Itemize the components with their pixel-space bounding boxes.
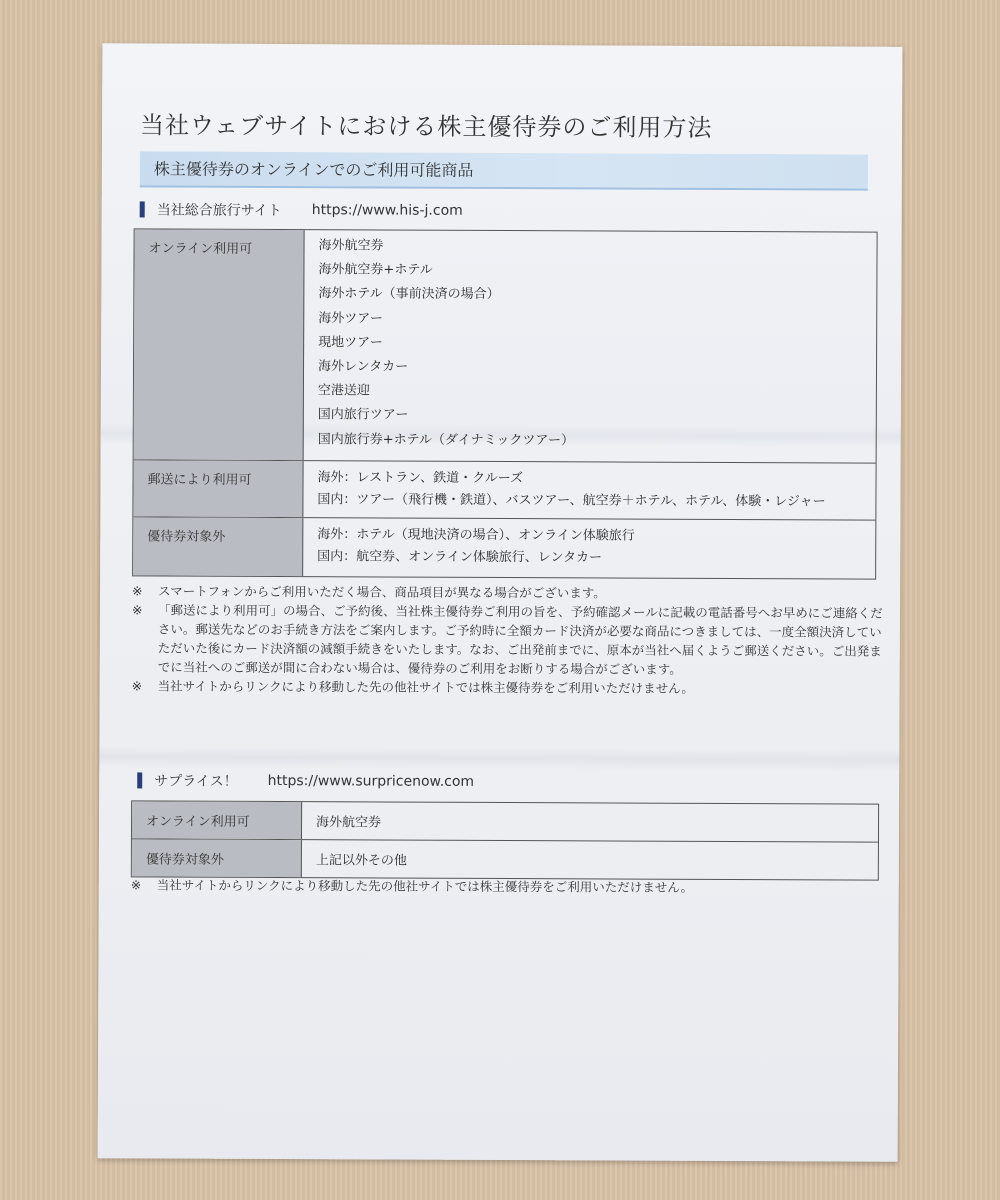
section-marker (140, 201, 145, 217)
section-marker (137, 772, 142, 788)
list-item: 海外ツアー (318, 310, 383, 327)
site2-name: サプライス！ (154, 773, 238, 790)
row-items-online (304, 230, 877, 462)
note-item (132, 600, 884, 679)
note-text: 当社サイトからリンクにより移動した先の他社サイトでは株主優待券をご利用いただけません。 (156, 877, 694, 895)
list-item: 海外ホテル（事前決済の場合） (318, 286, 500, 303)
note-item (132, 676, 884, 698)
row-items-excluded (303, 518, 875, 578)
note-mark: ※ (132, 583, 143, 599)
note-mark: ※ (131, 602, 143, 618)
site1-notes (132, 581, 884, 698)
table-row (133, 516, 875, 578)
note-item (131, 875, 883, 897)
document-title: 当社ウェブサイトにおける株主優待券のご利用方法 (140, 111, 713, 142)
table-row (134, 229, 877, 462)
list-item: 現地ツアー (318, 335, 383, 351)
note-mark: ※ (131, 678, 143, 694)
row-items-mail (303, 461, 875, 519)
document-sheet (98, 43, 903, 1161)
row-label-online: オンライン利用可 (134, 229, 305, 460)
list-item: 海外航空券 (316, 815, 382, 831)
list-item: 海外：レストラン、鉄道・クルーズ (317, 470, 524, 486)
note-text: 当社サイトからリンクにより移動した先の他社サイトでは株主優待券をご利用いただけません。 (157, 678, 694, 696)
list-item: 国内：ツアー（飛行機・鉄道）、バスツアー、航空券＋ホテル、ホテル、体験・レジャー (317, 492, 826, 510)
list-item: 国内：航空券、オンライン体験旅行、レンタカー (317, 549, 602, 566)
list-item: 海外航空券 (318, 238, 384, 254)
list-item: 海外航空券+ホテル (318, 262, 433, 278)
site2-notes (131, 875, 883, 897)
site2-header (137, 770, 474, 791)
site2-table (131, 800, 879, 880)
site2-url[interactable]: https://www.surpricenow.com (267, 772, 475, 790)
note-text: 「郵送により利用可」の場合、ご予約後、当社株主優待券ご利用の旨を、予約確認メールに記載の電話番号へお早めにご連絡ください。郵送先などのお手続き方法をご案内します。ご予約時に全額カード決済が必要な商品につきましては、一度全額決済していただいた後にカード決済額の減額手続きをいたします。なお、ご出発前までに、原本が当社へ届くようご郵送ください。ご出発までに当社へのご郵送が間に合わない場合は、優待券のご利用をお断りする場合がございます。 (157, 602, 883, 677)
site1-table (132, 228, 878, 579)
row-label-mail: 郵送により利用可 (133, 460, 303, 517)
note-text: スマートフォンからご利用いただく場合、商品項目が異なる場合がございます。 (158, 583, 606, 601)
list-item: 国内旅行券+ホテル（ダイナミックツアー） (317, 431, 575, 448)
row-label-online: オンライン利用可 (132, 801, 302, 839)
table-row (132, 801, 878, 841)
section-heading: 株主優待券のオンラインでのご利用可能商品 (140, 151, 868, 190)
row-label-excluded: 優待券対象外 (132, 839, 302, 877)
list-item: 空港送迎 (317, 383, 370, 399)
site1-name: 当社総合旅行サイト (156, 202, 282, 220)
site1-header (140, 199, 463, 220)
list-item: 海外：ホテル（現地決済の場合）、オンライン体験旅行 (317, 527, 635, 544)
list-item: 海外レンタカー (317, 359, 409, 375)
list-item: 上記以外その他 (315, 853, 407, 869)
site1-url[interactable]: https://www.his-j.com (311, 202, 463, 219)
table-row (133, 459, 875, 519)
note-mark: ※ (130, 877, 142, 893)
row-label-excluded: 優待券対象外 (133, 517, 303, 576)
list-item: 国内旅行ツアー (317, 407, 409, 424)
table-row (132, 838, 878, 879)
